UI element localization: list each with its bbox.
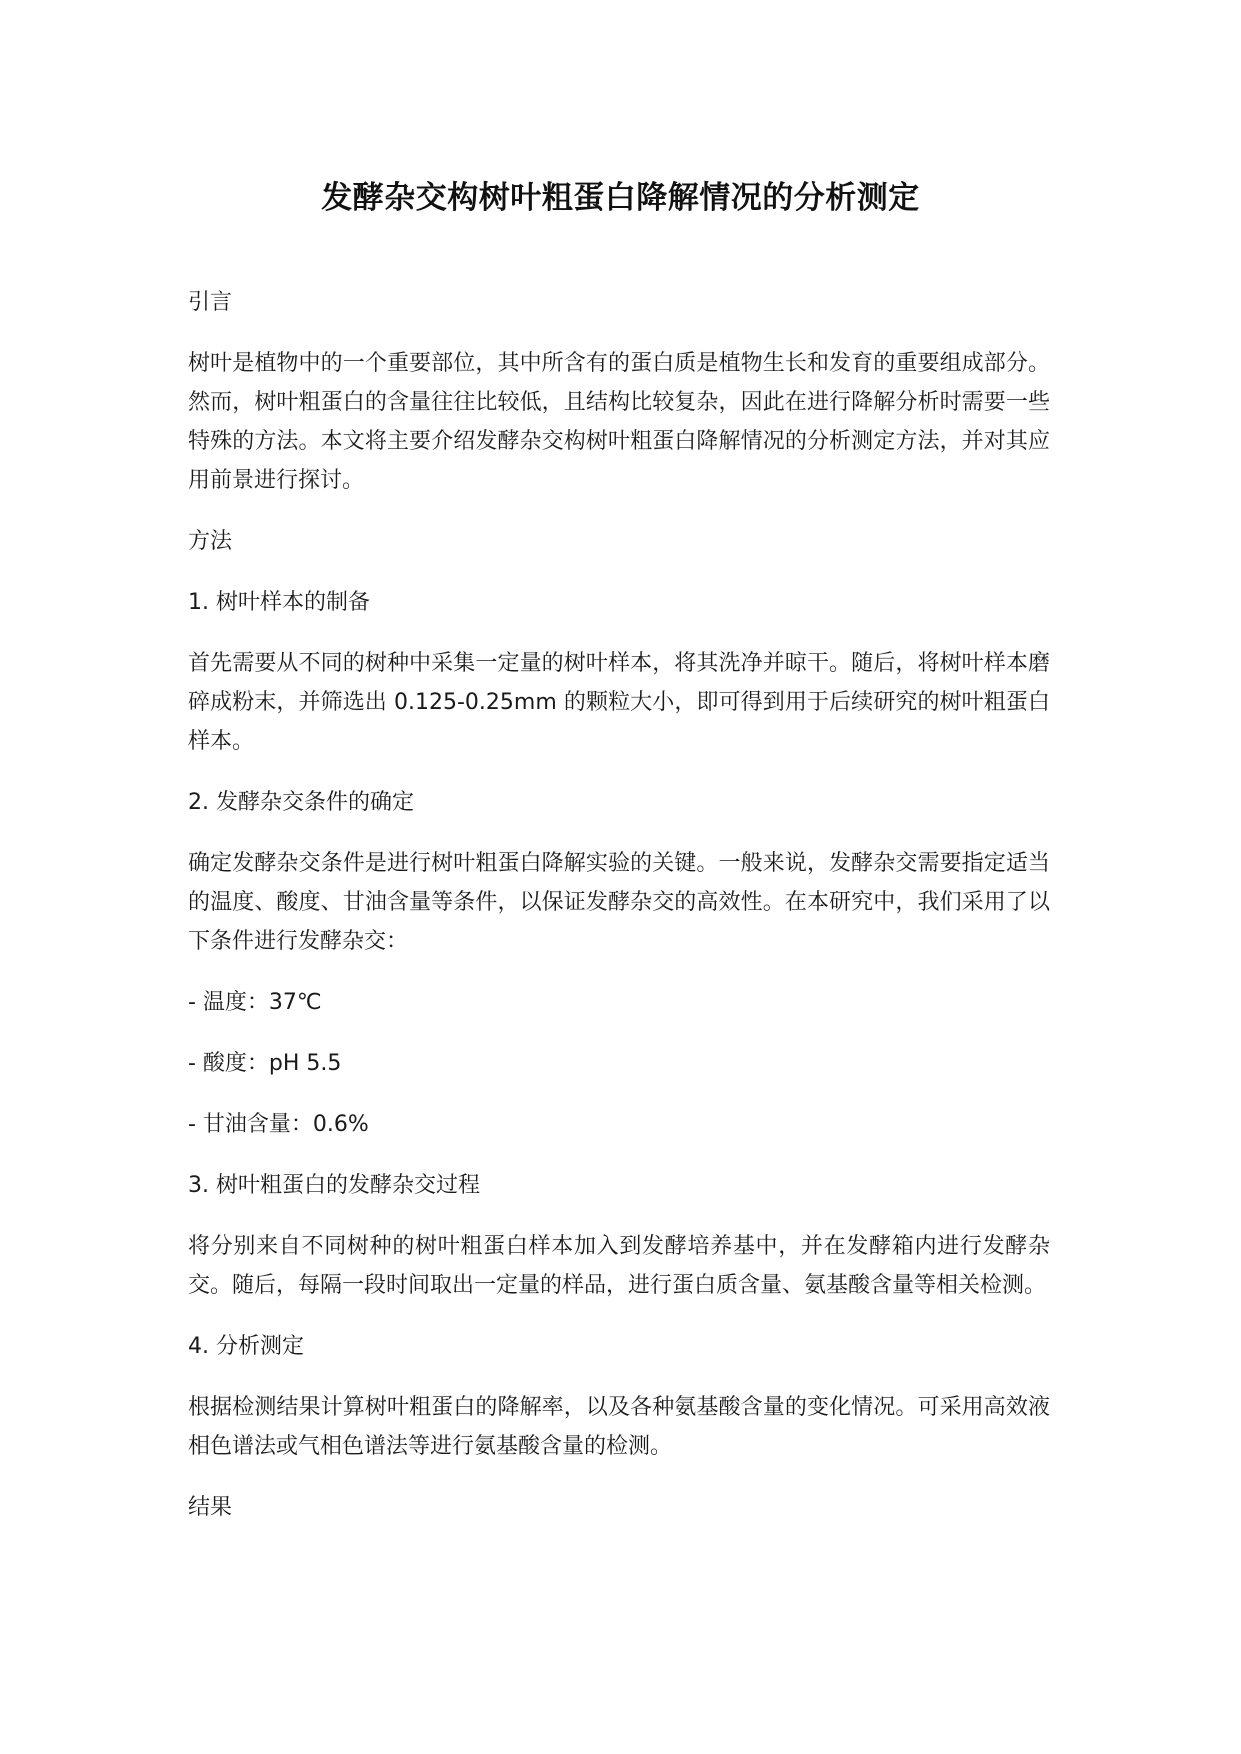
list-item-glycerol: - 甘油含量：0.6% (188, 1112, 369, 1137)
section-heading-results: 结果 (188, 1495, 233, 1520)
subheading-fermentation-process: 3. 树叶粗蛋白的发酵杂交过程 (188, 1173, 480, 1198)
subheading-fermentation-conditions: 2. 发酵杂交条件的确定 (188, 790, 414, 815)
paragraph-sample-preparation: 首先需要从不同的树种中采集一定量的树叶样本，将其洗净并晾干。随后，将树叶样本磨碎成粉末，并筛选出 0.125-0.25mm 的颗粒大小，即可得到用于后续研究的树叶粗蛋白样本。 (188, 651, 1050, 754)
subheading-sample-preparation: 1. 树叶样本的制备 (188, 590, 370, 615)
list-item-acidity: - 酸度：pH 5.5 (188, 1051, 342, 1076)
paragraph-fermentation-conditions: 确定发酵杂交条件是进行树叶粗蛋白降解实验的关键。一般来说，发酵杂交需要指定适当的温度、酸度、甘油含量等条件，以保证发酵杂交的高效性。在本研究中，我们采用了以下条件进行发酵杂交： (188, 851, 1050, 954)
paragraph-analysis: 根据检测结果计算树叶粗蛋白的降解率，以及各种氨基酸含量的变化情况。可采用高效液相色谱法或气相色谱法等进行氨基酸含量的检测。 (188, 1395, 1050, 1459)
list-item-temperature: - 温度：37℃ (188, 990, 322, 1015)
document-title: 发酵杂交构树叶粗蛋白降解情况的分析测定 (321, 180, 920, 216)
section-heading-methods: 方法 (188, 529, 233, 554)
section-heading-introduction: 引言 (188, 290, 233, 315)
subheading-analysis: 4. 分析测定 (188, 1334, 304, 1359)
document-body (188, 283, 1050, 1549)
paragraph-fermentation-process: 将分别来自不同树种的树叶粗蛋白样本加入到发酵培养基中，并在发酵箱内进行发酵杂交。随后，每隔一段时间取出一定量的样品，进行蛋白质含量、氨基酸含量等相关检测。 (188, 1234, 1050, 1298)
paragraph-introduction: 树叶是植物中的一个重要部位，其中所含有的蛋白质是植物生长和发育的重要组成部分。然而，树叶粗蛋白的含量往往比较低，且结构比较复杂，因此在进行降解分析时需要一些特殊的方法。本文将主要介绍发酵杂交构树叶粗蛋白降解情况的分析测定方法，并对其应用前景进行探讨。 (188, 351, 1050, 493)
